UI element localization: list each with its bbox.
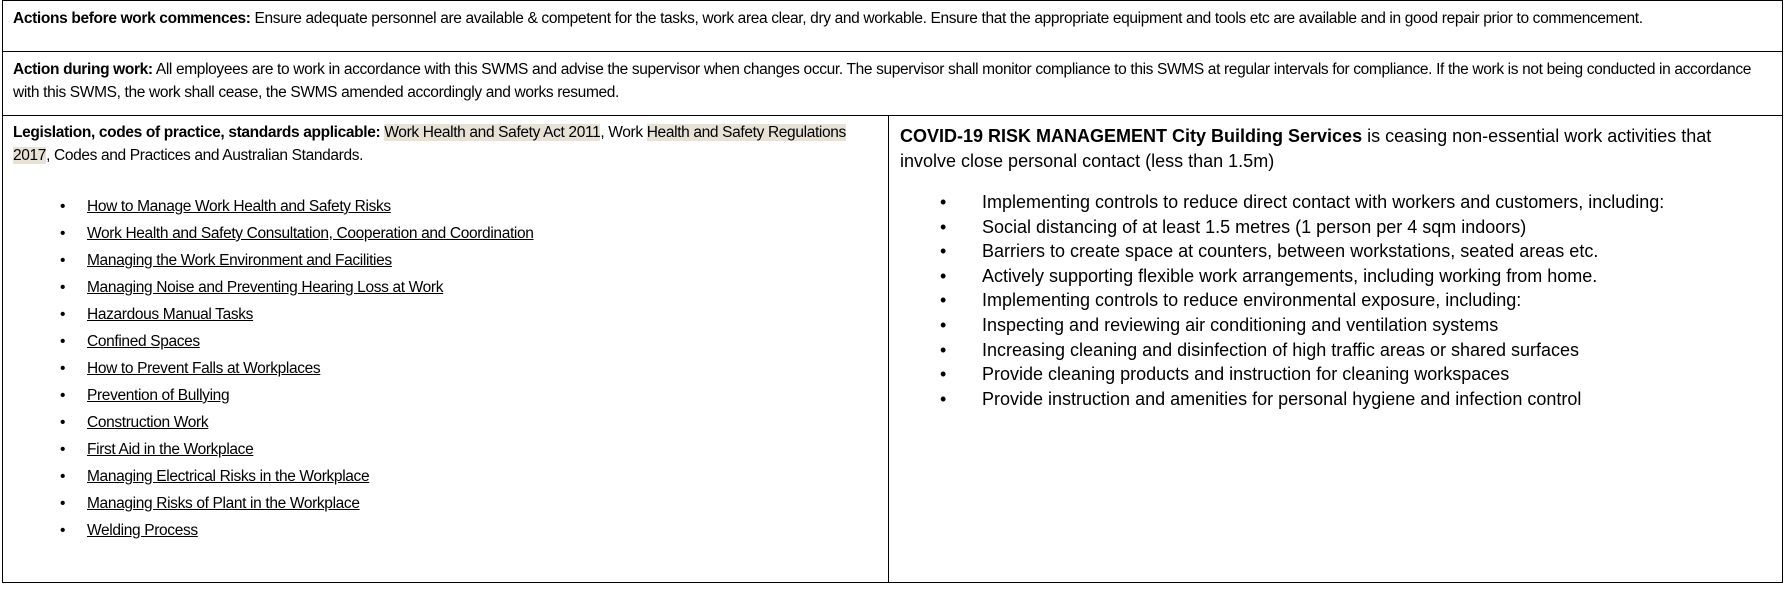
bullet-icon: • xyxy=(60,333,66,350)
actions-during-cell xyxy=(3,52,1783,116)
list-item xyxy=(3,517,888,544)
bullet-icon: • xyxy=(60,198,66,215)
code-link[interactable]: Work Health and Safety Consultation, Cooperation and Coordination xyxy=(87,225,534,242)
covid-item: Implementing controls to reduce environmental exposure, including: xyxy=(982,290,1522,311)
list-item xyxy=(889,362,1782,387)
whs-act-text: Work Health and Safety Act 2011 xyxy=(384,124,601,141)
bullet-icon: • xyxy=(940,290,947,311)
bullet-icon: • xyxy=(940,364,947,385)
bullet-icon: • xyxy=(60,279,66,296)
bullet-icon: • xyxy=(940,216,947,237)
covid-text: is ceasing non-essential work activities that involve close personal contact (less than 1.5m) xyxy=(900,126,1712,171)
bullet-icon: • xyxy=(60,468,66,485)
bullet-icon: • xyxy=(60,306,66,323)
list-item xyxy=(3,355,888,382)
covid-item: Provide cleaning products and instruction for cleaning workspaces xyxy=(982,364,1510,385)
list-item xyxy=(3,328,888,355)
code-link[interactable]: First Aid in the Workplace xyxy=(87,441,254,458)
legislation-label: Legislation, codes of practice, standards applicable: xyxy=(13,124,381,141)
bullet-icon: • xyxy=(940,241,947,262)
code-link[interactable]: Managing Electrical Risks in the Workplace xyxy=(87,468,370,485)
actions-before-text: Ensure adequate personnel are available & competent for the tasks, work area clear, dry and workable. Ensure that the appropriate equipment and tools etc are available and in good repair prior to commencement. xyxy=(250,10,1643,27)
actions-during-text: All employees are to work in accordance with this SWMS and advise the supervisor when changes occur. The supervisor shall monitor compliance to this SWMS at regular intervals for compliance. If the work is not being conducted in accordance with this SWMS, the work shall cease, the SWMS amended accordingly and works resumed. xyxy=(13,61,1752,101)
swms-document xyxy=(2,0,1782,583)
list-item xyxy=(3,382,888,409)
covid-label: COVID-19 RISK MANAGEMENT City Building Services xyxy=(900,126,1363,146)
code-link[interactable]: How to Manage Work Health and Safety Risks xyxy=(87,198,391,215)
covid-item: Provide instruction and amenities for personal hygiene and infection control xyxy=(982,388,1582,409)
covid-controls-list xyxy=(889,190,1782,411)
list-item xyxy=(889,387,1782,412)
bullet-icon: • xyxy=(60,252,66,269)
bullet-icon: • xyxy=(60,387,66,404)
actions-before-cell xyxy=(3,1,1783,52)
codes-of-practice-list xyxy=(3,193,888,544)
covid-item: Inspecting and reviewing air conditioning and ventilation systems xyxy=(982,314,1499,335)
code-link[interactable]: Welding Process xyxy=(87,522,198,539)
list-item xyxy=(889,264,1782,289)
bullet-icon: • xyxy=(940,339,947,360)
actions-during-label: Action during work: xyxy=(13,61,153,78)
swms-table xyxy=(2,0,1783,583)
bullet-icon: • xyxy=(60,360,66,377)
code-link[interactable]: Confined Spaces xyxy=(87,333,200,350)
covid-cell xyxy=(889,116,1783,583)
bullet-icon: • xyxy=(60,522,66,539)
list-item xyxy=(3,490,888,517)
list-item xyxy=(889,313,1782,338)
covid-item: Actively supporting flexible work arrangements, including working from home. xyxy=(982,265,1598,286)
list-item xyxy=(3,220,888,247)
list-item xyxy=(3,409,888,436)
code-link[interactable]: Managing Risks of Plant in the Workplace xyxy=(87,495,360,512)
list-item xyxy=(3,436,888,463)
code-link[interactable]: Hazardous Manual Tasks xyxy=(87,306,254,323)
list-item xyxy=(3,193,888,220)
bullet-icon: • xyxy=(60,441,66,458)
list-item xyxy=(889,215,1782,240)
code-link[interactable]: Prevention of Bullying xyxy=(87,387,230,404)
bullet-icon: • xyxy=(940,388,947,409)
bullet-icon: • xyxy=(940,314,947,335)
code-link[interactable]: How to Prevent Falls at Workplaces xyxy=(87,360,321,377)
code-link[interactable]: Managing Noise and Preventing Hearing Loss at Work xyxy=(87,279,444,296)
bullet-icon: • xyxy=(940,265,947,286)
list-item xyxy=(889,190,1782,215)
list-item xyxy=(3,463,888,490)
covid-item: Increasing cleaning and disinfection of high traffic areas or shared surfaces xyxy=(982,339,1580,360)
actions-before-label: Actions before work commences: xyxy=(13,10,251,27)
code-link[interactable]: Construction Work xyxy=(87,414,209,431)
covid-item: Social distancing of at least 1.5 metres (1 person per 4 sqm indoors) xyxy=(982,216,1527,237)
bullet-icon: • xyxy=(60,225,66,242)
list-item xyxy=(889,338,1782,363)
code-link[interactable]: Managing the Work Environment and Facilities xyxy=(87,252,392,269)
bullet-icon: • xyxy=(940,192,947,212)
bullet-icon: • xyxy=(60,495,66,512)
list-item xyxy=(3,301,888,328)
whs-regulations-text: Health and Safety Regulations 2017 xyxy=(13,124,846,164)
covid-item: Implementing controls to reduce direct contact with workers and customers, including: xyxy=(982,192,1665,212)
list-item xyxy=(3,247,888,274)
bullet-icon: • xyxy=(60,414,66,431)
legislation-cell xyxy=(3,116,889,583)
legislation-sep: , Work xyxy=(600,124,647,141)
list-item xyxy=(889,239,1782,264)
legislation-tail: , Codes and Practices and Australian Standards. xyxy=(46,147,364,164)
list-item xyxy=(3,274,888,301)
covid-item: Barriers to create space at counters, between workstations, seated areas etc. xyxy=(982,241,1599,262)
list-item xyxy=(889,288,1782,313)
